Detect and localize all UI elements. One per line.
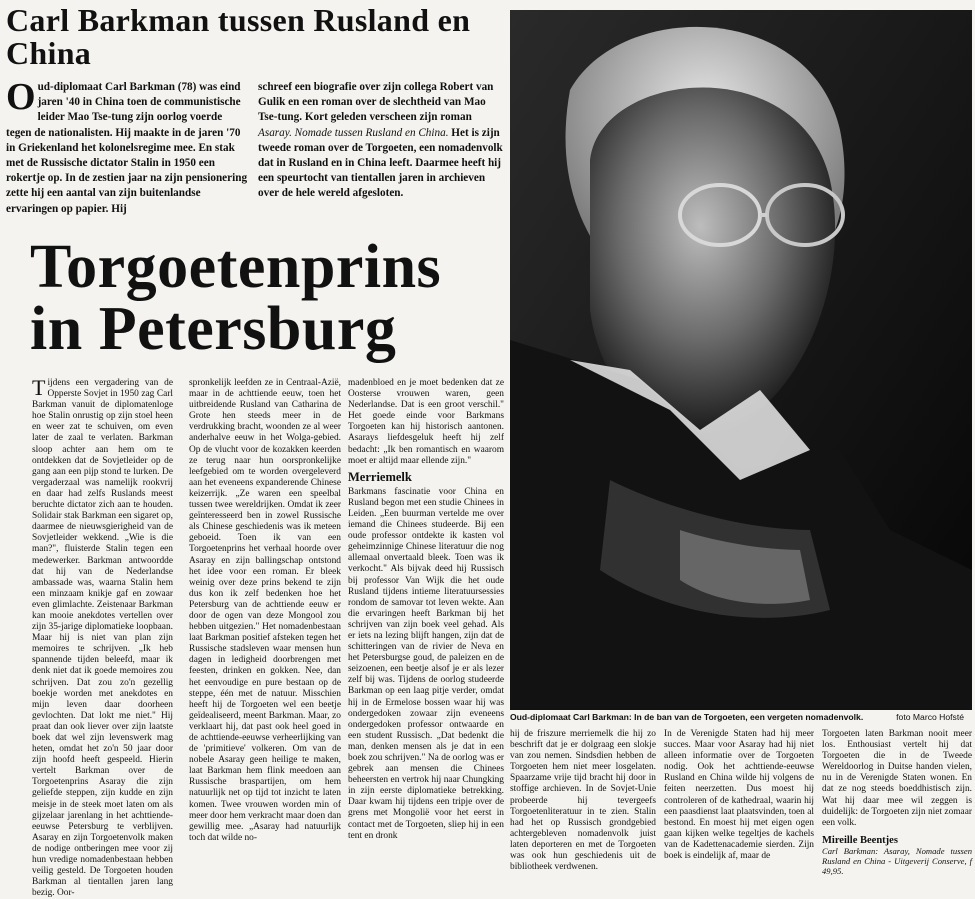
body-text-3a: madenbloed en je moet bedenken dat ze Oosterse vrouwen waren, geen Nederlandse. Dat is een groot verschil." Het goede einde voor Barkmans Torgoeten kan hij historisch aantonen. Asarays liefdesgeluk heeft hij zelf bedacht: „Ik ben romantisch en waarom moet er altijd maar ellende zijn." [348,378,504,466]
body-dropcap: T [32,375,46,400]
body-text-2: spronkelijk leefden ze in Centraal-Azië, maar in de achttiende eeuw, toen het uitbreidende Rusland van Catharina de Grote hen steeds meer in de verdrukking bracht, woonden ze al weer anderhalve eeuw in het Wolga-gebied. Op de vlucht voor de kozakken keerden ze terug naar hun oorspronkelijke leefgebied om te worden overgeleverd aan het eveneens expanderende Chinese keizerrijk. „Ze waren een speelbal tussen twee wereldrijken. Omdat ik zeer geïnteresseerd ben in zowel Russische als Chinese geschiedenis was ik meteen geboeid. Toen ik van een Torgoetenprins het verhaal hoorde over Asaray en zijn ballingschap ontstond het idee voor een roman. Er bleek weinig over deze prins bekend te zijn dus kon ik zelf bedenken hoe het Petersburg van de achttiende eeuw er door de ogen van deze Mongool zou hebben uitgezien." Het nomadenbestaan laat Barkman positief afsteken tegen het Russische stadsleven waar mensen hun dagen in ledigheid doorbrengen met feesten, drinken en gokken. Nee, dan het eenvoudige en pure bestaan op de steppe, één met de natuur. Misschien heeft hij de Torgoeten wel een beetje geïdealiseerd, meent Barkman. Maar, zo verklaart hij, dat past ook heel goed in de achttiende-eeuwse verheerlijking van de 'primitieve' volkeren. Om van de nobele Asaray geen heilige te maken, laat Barkman hem flink meedoen aan Russische braspartijen, om hem natuurlijk net op tijd tot inzicht te laten komen. Twee vrouwen worden min of meer door hem verkracht maar doen dan gewillig mee. „Asaray had natuurlijk toch dat wilde no- [189,378,342,843]
body-column-1 [32,375,173,899]
intro-dropcap: O [6,76,36,118]
bottom-text-3: Torgoeten laten Barkman nooit meer los. Enthousiast vertelt hij dat Torgoeten die in de Tweede Wereldoorlog in Duitse handen vielen, nu in de Verenigde Staten wonen. En dat ze nog steeds boeddhistisch zijn. Wat hij daar mee wil zeggen is duidelijk: de Torgoeten zijn niet zomaar een volk. [822,729,972,828]
body-column-3 [348,378,504,842]
subhead-merriemelk: Merriemelk [348,469,412,484]
intro-column-1 [6,76,250,217]
photo-credit: foto Marco Hofsté [896,712,964,722]
bottom-column-2 [664,729,814,862]
bottom-column-1 [510,729,656,873]
bottom-text-1: hij de friszure merriemelk die hij zo beschrift dat je er dolgraag een slokje van zou nemen. Sindsdien hebben de Torgoeten hem niet meer losgelaten. Spaarzame vrije tijd bracht hij door in stoffige archieven. In de Sovjet-Unie probeerde hij tevergeefs Torgoetenliteratuur in te zien. Stalin had het op Russisch grondgebied achtergebleven nomadenvolk juist laten deporteren en met de Torgoeten was ook hun geschiedenis uit de bibliotheek verdwenen. [510,729,656,873]
portrait-illustration [510,10,972,710]
bottom-text-2: In de Verenigde Staten had hij meer succes. Maar voor Asaray had hij niet alleen informatie over de Torgoeten nodig. Ook het achttiende-eeuwse Rusland en China wilde hij volgens de feiten neerzetten. Dus moest hij controleren of de kathedraal, waarin hij een paasdienst laat plaatsvinden, toen al bestond. En moest hij met eigen ogen gaan kijken welke tegeltjes de kachels van de Kadettenacademie sierden. Zijn boek is eindelijk af, maar de [664,729,814,862]
photo-caption [510,712,972,722]
bottom-column-3 [822,729,972,876]
intro-column-2 [258,80,504,202]
intro-text-1: ud-diplomaat Carl Barkman (78) was eind jaren '40 in China toen de communistische leider Mao Tse-tung zijn oorlog voerde tegen de nationalisten. Hij maakte in de jaren '70 in Griekenland het kolonelsregime mee. En stak met de Russische dictator Stalin in 1950 een rokertje op. In de zestien jaar na zijn pensionering zette hij een aantal van zijn buitenlandse ervaringen op papier. Hij [6,81,248,215]
intro-text-2b: Het is zijn tweede roman over de Torgoeten, een nomadenvolk dat in Rusland en in China leeft. Daarmee heeft hij een speurtocht van tientallen jaren in archieven over de hele wereld afgesloten. [258,126,503,200]
intro-book-title: Asaray. Nomade tussen Rusland en China. [258,126,449,139]
body-text-3b: Barkmans fascinatie voor China en Rusland begon met een studie Chinees in Leiden. „Een buurman vertelde me over iemand die Chinees studeerde. Bij een oude professor ontdekte ik kasten vol geheimzinnige Chinese literatuur die nog allemaal onvertaald bleek. Toen was ik verkocht." Als bijvak deed hij Russisch bij professor Van Wijk die het oude Rusland tijdens intieme literatuursessies rondom de samovar tot leven wekte. Aan die ervaringen heeft Barkman bij het schrijven van zijn boek veel gehad. Als er iets na lezing blijft hangen, zijn dat de schitteringen van de rivier de Neva en het Petersburgse goud, de paleizen en de seizoenen, een beetje alsof je er als lezer zelf bij was. Tijdens de oorlog studeerde Barkman op een laag pitje verder, omdat hij in de Ermelose bossen waar hij was ondergedoken zowaar zijn eveneens ondergedoken professor ontwaarde en een student Russisch. „Dat bedenkt die man, denken mensen als je dat in een boek zou schrijven." Na de oorlog was er gebrek aan mensen die Chinees beheersten en vertrok hij naar Chungking in zijn eerste diplomatieke betrekking. Daar kwam hij tijdens een tripje over de grens met Mongolië voor het eerst in contact met de Torgoeten, sliep hij in een tent en dronk [348,486,504,841]
kicker-title: Carl Barkman tussen Rusland en China [6,2,471,71]
byline: Mireille Beentjes [822,834,898,846]
intro-text-2a: schreef een biografie over zijn collega Robert van Gulik en een roman over de slechtheid van Mao Tse-tung. Kort geleden verscheen zijn roman [258,81,494,124]
book-info: Carl Barkman: Asaray, Nomade tussen Rusland en China - Uitgeverij Conserve, f 49,95. [822,845,972,876]
caption-text: Oud-diplomaat Carl Barkman: In de ban van de Torgoeten, een vergeten nomadenvolk. [510,712,864,722]
portrait-photo [510,10,972,710]
headline: Torgoetenprins in Petersburg [30,233,442,363]
body-text-1: ijdens een vergadering van de Opperste Sovjet in 1950 zag Carl Barkman vanuit de diplomatenloge hoe Stalin onrustig op zijn stoel heen en weer zat te schuiven, om even later de zaal te verlaten. Barkman sloop achter aan hem om te ontdekken dat de Sovjetleider op de gang aan een pijp stond te lurken. De vergaderzaal was namelijk rookvrij en daar had zelfs Ruslands meest beruchte dictator zich aan te houden. Solidair stak Barkman een sigaret op, daarmee de nieuwsgierigheid van de Sovjetleider wekkend. „Wie is die man?", fluisterde Stalin tegen een medewerker. Barkman antwoordde dat hij van de Nederlandse ambassade was, waarna Stalin hem een minzaam knikje gaf en zowaar even glimlachte. Zeistenaar Barkman kan mooie anekdotes vertellen over zijn 35-jarige diplomatieke loopbaan. Maar hij is niet van plan zijn memoires te schrijven. „Ik heb spannende tijden beleefd, maar ik denk niet dat ik goede memoires zou schrijven. Dat zou zo'n gezellig boekje worden met anekdotes en mijn leven daar doorheen gevlochten. Dat lokt me niet." Hij praat dan ook liever over zijn laatste boek dat wel zijn levenswerk mag heten, omdat het zo'n 50 jaar door zijn hoofd heeft gespeeld. Hierin vertelt Barkman over de Torgoetenprins Asaray die zijn geliefde steppen, zijn kudde en zijn meisje in de steek moet laten om als gijzelaar jarenlang in het achttiende-eeuwse Petersburg te verblijven. Asaray en zijn Torgoetenvolk maken de nodige ontberingen mee voor zij hun vredige nomadenbestaan hebben veilig gesteld. De Torgoeten houden Barkman al tientallen jaren lang bezig. Oor- [32,378,173,899]
body-column-2 [189,378,341,844]
